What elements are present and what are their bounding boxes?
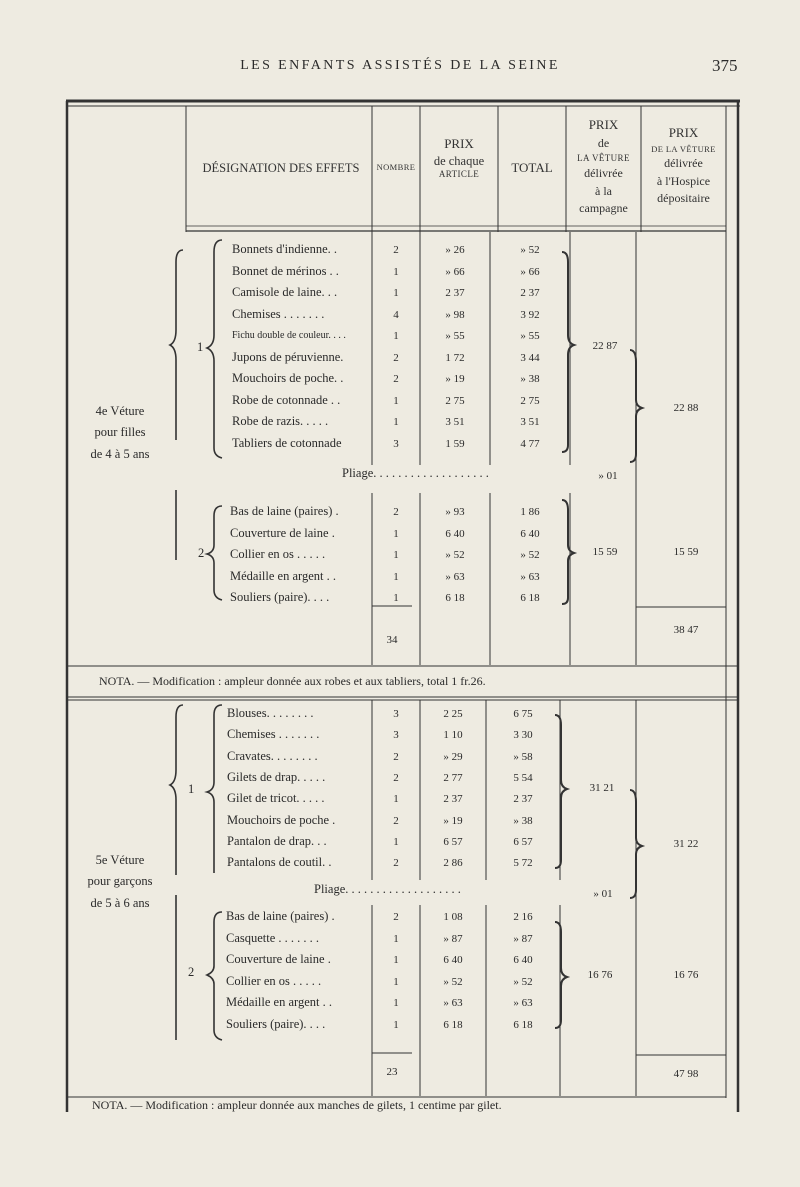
- item-prix: 6 18: [443, 1018, 463, 1031]
- item-designation: Bonnet de mérinos . .: [232, 263, 339, 278]
- item-nombre: 4: [393, 308, 399, 321]
- item-total: » 87: [513, 932, 533, 945]
- item-designation: Chemises . . . . . . .: [227, 727, 320, 742]
- item-nombre: 1: [393, 1018, 399, 1031]
- lot1-campagne-price: 31 21: [589, 782, 615, 794]
- item-total: » 63: [520, 570, 540, 583]
- column-header-hospice-line1: PRIX: [668, 125, 699, 140]
- item-designation: Couverture de laine .: [226, 952, 331, 966]
- item-nombre: 2: [393, 814, 399, 827]
- item-nombre: 2: [393, 506, 399, 518]
- item-total: 1 86: [520, 506, 540, 518]
- column-header-designation: DÉSIGNATION DES EFFETS: [202, 161, 360, 175]
- item-prix: 6 18: [445, 592, 465, 604]
- item-designation: Fichu double de couleur. . . .: [232, 330, 346, 341]
- item-prix: » 93: [445, 506, 465, 518]
- sub-lot-number: 1: [188, 782, 195, 796]
- item-designation: Bas de laine (paires) .: [226, 909, 335, 923]
- pliage-value: » 01: [593, 888, 613, 900]
- column-header-campagne-line6: campagne: [579, 201, 628, 216]
- item-nombre: 2: [393, 911, 399, 923]
- item-nombre: 1: [393, 954, 399, 966]
- item-nombre: 1: [393, 330, 399, 342]
- hospice-sum: 38 47: [673, 624, 699, 636]
- item-prix: 2 25: [443, 708, 463, 720]
- column-header-campagne-line5: à la: [595, 183, 612, 198]
- column-header-hospice-line2: DE LA VÊTURE: [651, 143, 716, 154]
- item-nombre: 3: [393, 437, 399, 450]
- item-total: » 52: [520, 244, 540, 256]
- item-total: 6 18: [513, 1018, 533, 1031]
- item-total: » 38: [520, 373, 540, 385]
- item-total: » 66: [520, 265, 540, 278]
- item-nombre: 1: [393, 527, 399, 540]
- item-nombre: 1: [393, 835, 399, 848]
- item-total: 6 40: [520, 527, 540, 540]
- item-prix: 3 51: [445, 416, 465, 428]
- item-nombre: 1: [393, 394, 399, 407]
- item-prix: » 19: [445, 373, 465, 385]
- hospice-price: 22 88: [673, 402, 699, 414]
- column-header-hospice-line5: dépositaire: [657, 190, 710, 205]
- column-header-campagne-line3: LA VÊTURE: [577, 153, 630, 164]
- column-header-hospice: [641, 124, 726, 207]
- item-prix: 1 08: [443, 911, 463, 923]
- item-total: » 52: [513, 975, 533, 988]
- page-number: 375: [712, 56, 738, 75]
- item-total: 6 40: [513, 954, 533, 966]
- item-nombre: 2: [393, 351, 399, 364]
- item-nombre: 2: [393, 244, 399, 256]
- column-header-prix-line3: ARTICLE: [438, 169, 480, 180]
- item-total: 6 57: [513, 835, 533, 848]
- item-total: 5 72: [513, 857, 533, 870]
- column-header-nombre: NOMBRE: [376, 162, 416, 172]
- group-label-line: pour filles: [94, 425, 146, 440]
- lot2-hospice-price: 15 59: [673, 546, 699, 558]
- item-total: » 38: [513, 814, 533, 827]
- item-prix: 2 86: [443, 857, 463, 870]
- item-designation: Médaille en argent . .: [226, 995, 332, 1009]
- item-total: 3 92: [520, 308, 540, 321]
- item-prix: » 26: [445, 244, 465, 256]
- group-label-filles: [70, 401, 170, 465]
- item-prix: 2 77: [443, 771, 463, 784]
- column-header-campagne-line4: délivrée: [584, 166, 623, 181]
- item-designation: Cravates. . . . . . . .: [227, 748, 318, 763]
- lot2-hospice-price: 16 76: [673, 969, 699, 981]
- item-total: 5 54: [513, 771, 533, 784]
- item-nombre: 1: [393, 265, 399, 278]
- sub-lot-number: 2: [188, 965, 195, 979]
- item-prix: » 98: [445, 308, 465, 321]
- lot1-campagne-price: 22 87: [592, 340, 618, 352]
- item-nombre: 1: [393, 975, 399, 988]
- item-nombre: 2: [393, 750, 399, 763]
- column-header-campagne: [566, 116, 641, 217]
- item-nombre: 1: [393, 416, 399, 428]
- column-header-prix: [420, 136, 498, 181]
- item-designation: Jupons de péruvienne.: [232, 349, 344, 364]
- item-designation: Couverture de laine .: [230, 525, 335, 540]
- group-label-line: 5e Véture: [95, 853, 145, 867]
- item-prix: » 52: [445, 549, 465, 561]
- item-prix: 2 37: [443, 793, 463, 806]
- item-prix: » 29: [443, 750, 463, 763]
- item-prix: 6 40: [445, 527, 465, 540]
- item-nombre: 1: [393, 549, 399, 561]
- item-total: » 52: [520, 549, 540, 561]
- item-designation: Mouchoirs de poche .: [227, 812, 336, 827]
- item-total: » 55: [520, 330, 540, 342]
- item-designation: Casquette . . . . . . .: [226, 930, 320, 945]
- hospice-sum: 47 98: [673, 1068, 699, 1080]
- item-designation: Médaille en argent . .: [230, 568, 336, 583]
- item-prix: » 19: [443, 814, 463, 827]
- item-prix: » 63: [445, 570, 465, 583]
- item-designation: Bonnets d'indienne. .: [232, 242, 338, 256]
- item-designation: Pantalon de drap. . .: [227, 833, 327, 848]
- item-total: 2 37: [520, 287, 540, 299]
- item-prix: » 52: [443, 975, 463, 988]
- item-nombre: 1: [393, 997, 399, 1009]
- pliage-label: Pliage. . . . . . . . . . . . . . . . . . .: [342, 466, 489, 480]
- item-prix: 1 72: [445, 351, 465, 364]
- column-header-prix-line1: PRIX: [444, 136, 474, 151]
- sub-lot-number: 1: [197, 340, 204, 354]
- item-nombre: 2: [393, 857, 399, 870]
- item-prix: » 63: [443, 997, 463, 1009]
- item-nombre: 1: [393, 592, 399, 604]
- group-label-line: de 5 à 6 ans: [90, 895, 150, 910]
- item-prix: 6 40: [443, 954, 463, 966]
- item-total: » 63: [513, 997, 533, 1009]
- item-total: 3 44: [520, 351, 540, 364]
- item-total: » 58: [513, 750, 533, 763]
- item-designation: Collier en os . . . . .: [230, 547, 326, 561]
- item-nombre: 1: [393, 932, 399, 945]
- column-header-total: TOTAL: [511, 160, 553, 175]
- item-total: 6 75: [513, 708, 533, 720]
- item-designation: Pantalons de coutil. .: [227, 855, 332, 870]
- item-nombre: 1: [393, 570, 399, 583]
- item-nombre: 1: [393, 793, 399, 806]
- nota-garcons: NOTA. — Modification : ampleur donnée aux manches de gilets, 1 centime par gilet.: [92, 1098, 502, 1112]
- item-total: 3 30: [513, 729, 533, 742]
- item-prix: 1 10: [443, 729, 463, 742]
- item-total: 4 77: [520, 437, 540, 450]
- sub-lot-number: 2: [198, 546, 205, 560]
- item-prix: 2 37: [445, 287, 465, 299]
- group-label-line: pour garçons: [87, 874, 153, 889]
- item-nombre: 3: [393, 729, 399, 742]
- nota-filles: NOTA. — Modification : ampleur donnée aux robes et aux tabliers, total 1 fr.26.: [99, 674, 486, 688]
- column-header-campagne-line2: de: [597, 135, 610, 150]
- group-label-line: de 4 à 5 ans: [90, 446, 150, 461]
- item-designation: Blouses. . . . . . . .: [227, 706, 314, 720]
- item-designation: Tabliers de cotonnade: [232, 435, 342, 450]
- item-designation: Souliers (paire). . . .: [230, 590, 330, 604]
- item-total: 2 75: [520, 394, 540, 407]
- running-header: LES ENFANTS ASSISTÉS DE LA SEINE: [240, 58, 560, 73]
- item-designation: Gilet de tricot. . . . .: [227, 791, 325, 806]
- item-designation: Mouchoirs de poche. .: [232, 371, 344, 385]
- hospice-price: 31 22: [673, 838, 699, 850]
- pliage-label: Pliage. . . . . . . . . . . . . . . . . . .: [314, 882, 461, 896]
- group-label-line: 4e Véture: [95, 404, 145, 418]
- item-total: 2 37: [513, 793, 533, 806]
- pliage-value: » 01: [598, 470, 618, 482]
- item-nombre: 2: [393, 771, 399, 784]
- item-prix: » 87: [443, 932, 463, 945]
- item-designation: Souliers (paire). . . .: [226, 1016, 326, 1031]
- item-nombre: 2: [393, 373, 399, 385]
- item-designation: Gilets de drap. . . . .: [227, 769, 326, 784]
- item-nombre: 1: [393, 287, 399, 299]
- item-designation: Camisole de laine. . .: [232, 285, 338, 299]
- item-total: 2 16: [513, 911, 533, 923]
- item-designation: Robe de razis. . . . .: [232, 414, 329, 428]
- group-label-garcons: [70, 850, 170, 914]
- item-designation: Collier en os . . . . .: [226, 973, 322, 988]
- nombre-sum: 23: [386, 1066, 398, 1078]
- item-designation: Chemises . . . . . . .: [232, 306, 325, 321]
- item-designation: Bas de laine (paires) .: [230, 504, 339, 518]
- column-header-prix-line2: de chaque: [433, 153, 485, 168]
- item-prix: 6 57: [443, 835, 463, 848]
- item-total: 6 18: [520, 592, 540, 604]
- item-nombre: 3: [393, 708, 399, 720]
- item-total: 3 51: [520, 416, 540, 428]
- item-designation: Robe de cotonnade . .: [232, 392, 341, 407]
- column-header-hospice-line4: à l'Hospice: [656, 173, 711, 188]
- item-prix: 2 75: [445, 394, 465, 407]
- item-prix: » 66: [445, 265, 465, 278]
- item-prix: » 55: [445, 330, 465, 342]
- nombre-sum: 34: [386, 634, 398, 646]
- lot2-campagne-price: 15 59: [592, 546, 618, 558]
- item-prix: 1 59: [445, 437, 465, 450]
- column-header-campagne-line1: PRIX: [588, 117, 619, 132]
- lot2-campagne-price: 16 76: [587, 969, 613, 981]
- column-header-hospice-line3: délivrée: [664, 156, 703, 171]
